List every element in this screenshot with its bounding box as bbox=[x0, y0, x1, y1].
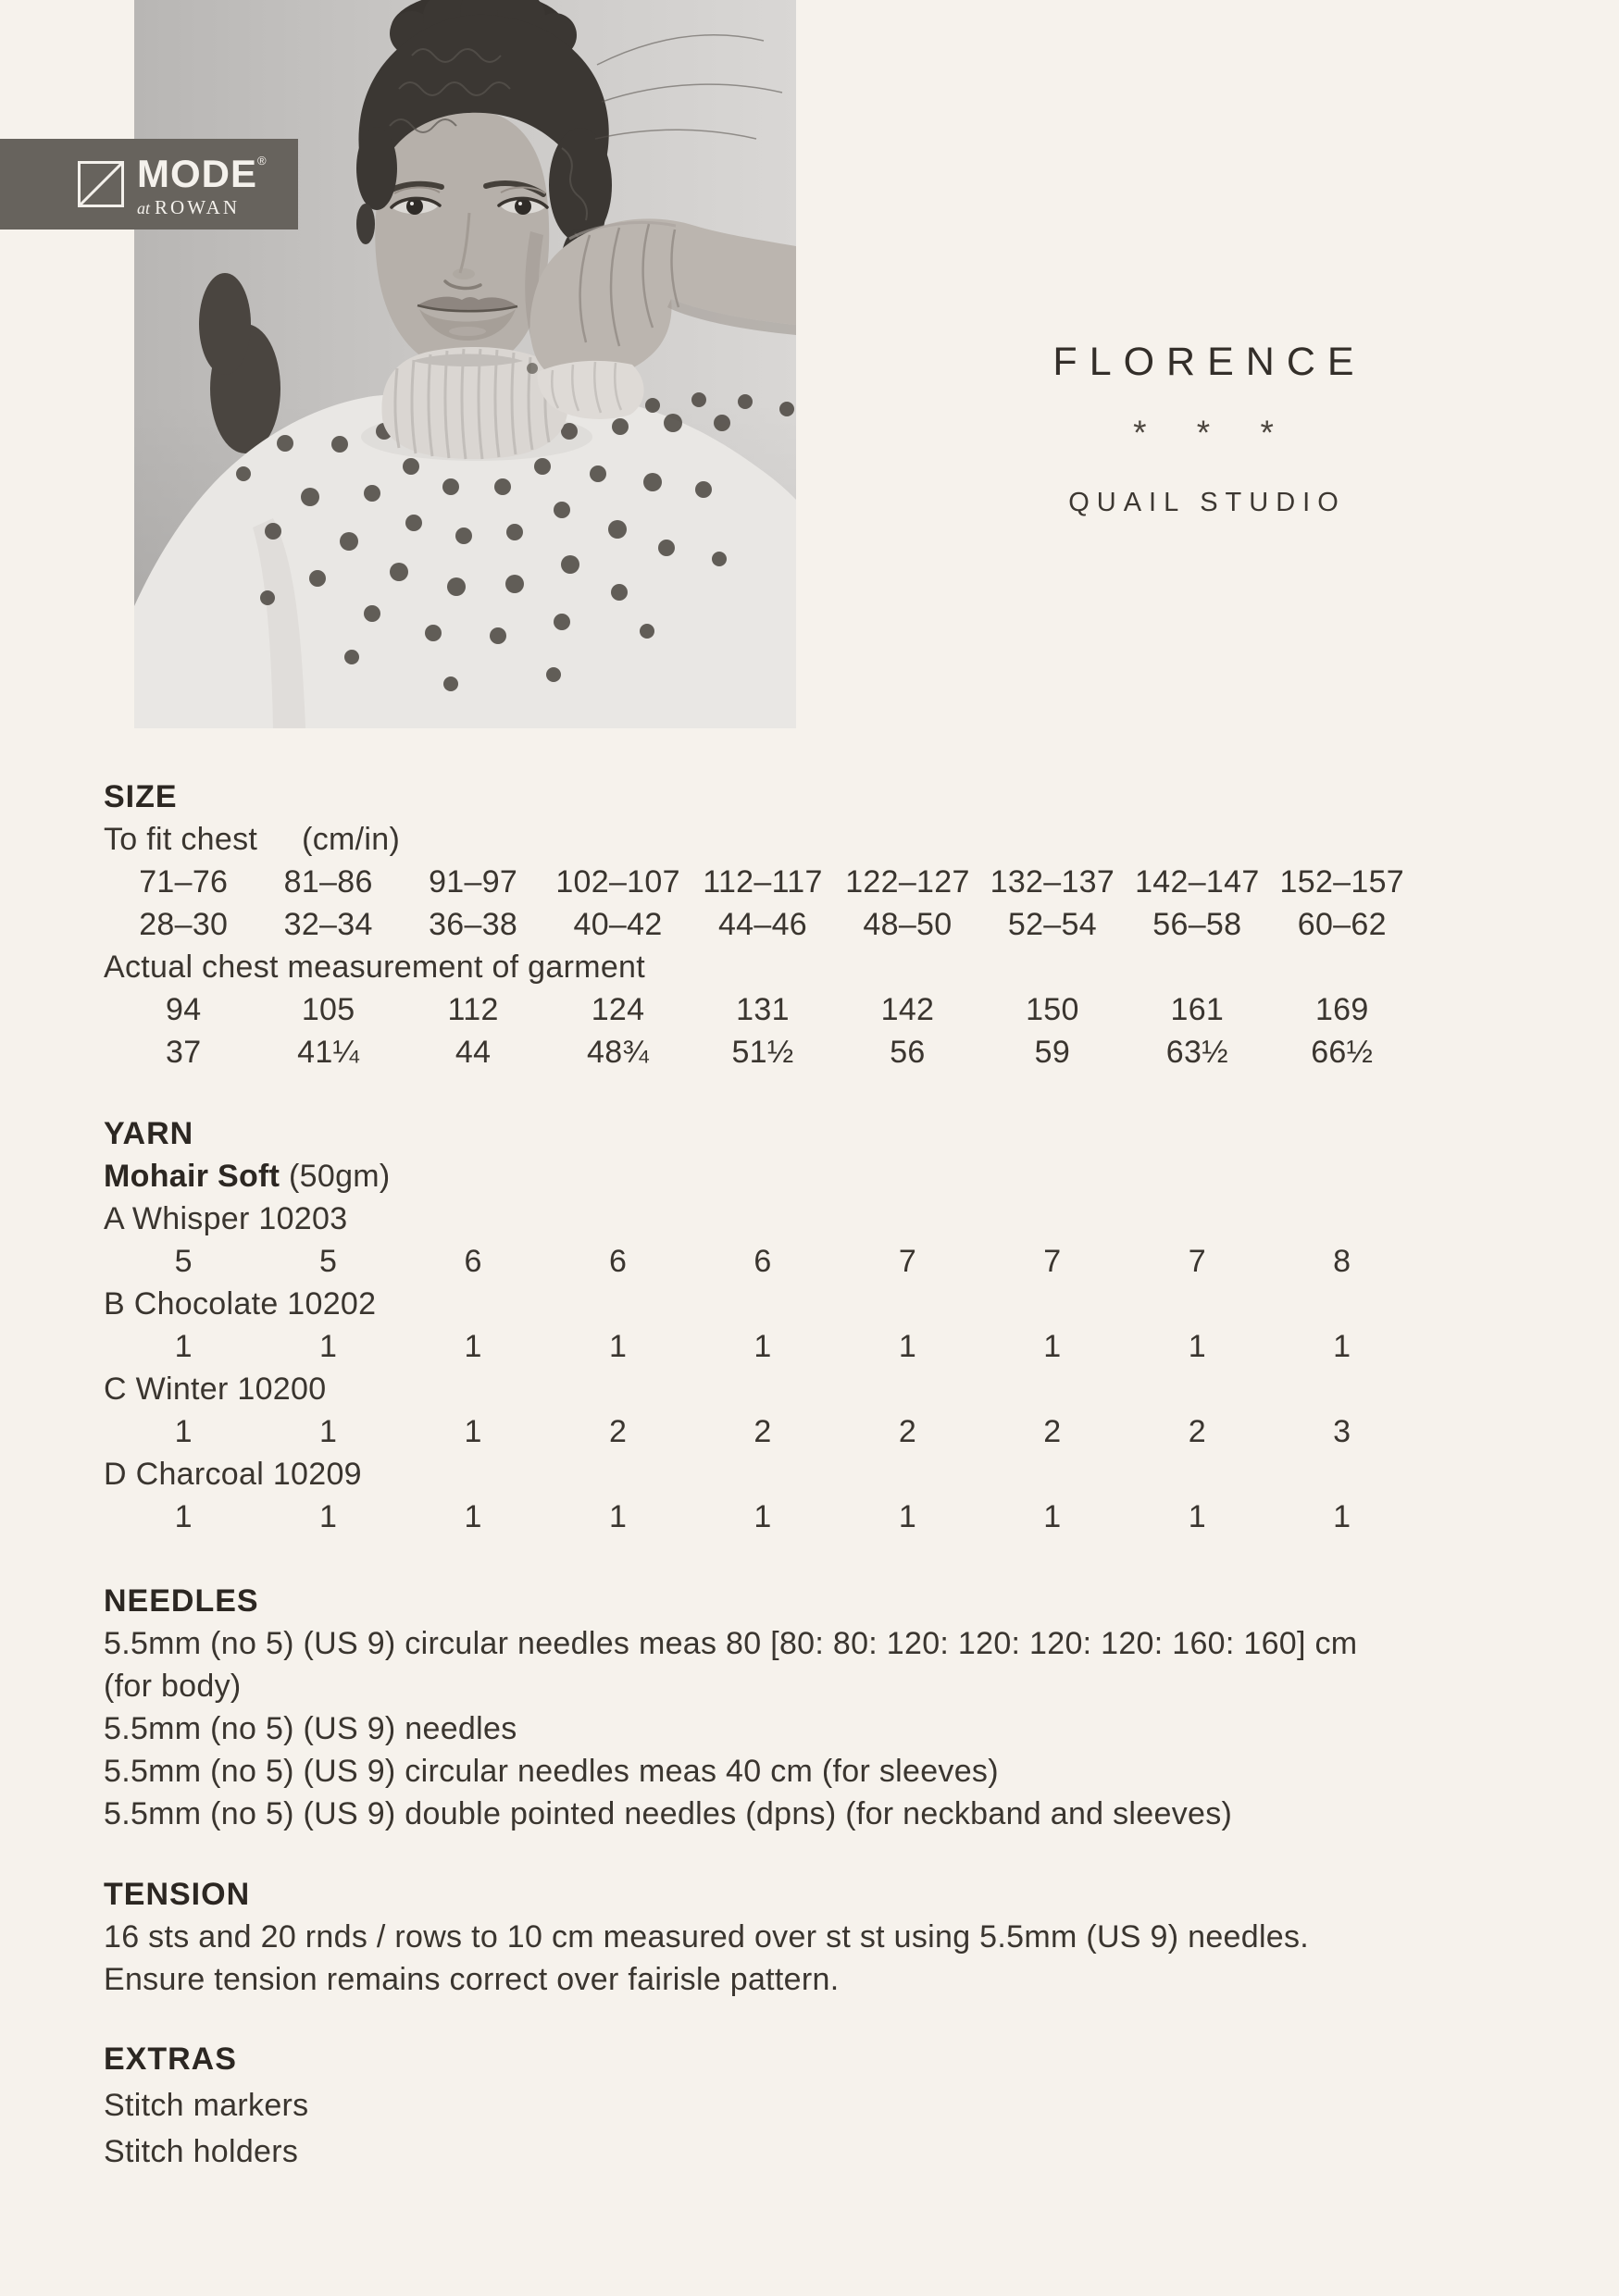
size-cell: 51½ bbox=[731, 1035, 794, 1070]
logo-rowan-text: at ROWAN bbox=[137, 196, 241, 218]
size-cell: 48¾ bbox=[587, 1035, 650, 1070]
size-actual-label: Actual chest measurement of garment bbox=[104, 949, 645, 985]
size-cell: 142 bbox=[880, 992, 935, 1027]
tension-line: 16 sts and 20 rnds / rows to 10 cm measured over st st using 5.5mm (US 9) needles. bbox=[104, 1919, 1310, 1955]
size-cell: 71–76 bbox=[139, 864, 229, 900]
yarn-cell: 1 bbox=[898, 1499, 917, 1534]
size-cell: 59 bbox=[1034, 1035, 1071, 1070]
yarn-cell: 1 bbox=[319, 1499, 338, 1534]
yarn-cell: 2 bbox=[898, 1414, 917, 1449]
extras-section bbox=[104, 2036, 1520, 2175]
yarn-cell: 1 bbox=[608, 1329, 628, 1364]
yarn-cell: 6 bbox=[753, 1244, 772, 1279]
needles-line: 5.5mm (no 5) (US 9) double pointed needles (dpns) (for neckband and sleeves) bbox=[104, 1796, 1233, 1831]
size-cell: 142–147 bbox=[1135, 864, 1260, 900]
size-cell: 152–157 bbox=[1279, 864, 1404, 900]
yarn-brand: Mohair Soft bbox=[104, 1159, 280, 1194]
yarn-color-label: D Charcoal 10209 bbox=[104, 1457, 362, 1492]
size-cell: 48–50 bbox=[863, 907, 953, 942]
yarn-cell: 2 bbox=[608, 1414, 628, 1449]
size-cell: 161 bbox=[1170, 992, 1225, 1027]
logo-wordmark bbox=[137, 152, 268, 219]
extras-heading: EXTRAS bbox=[104, 2042, 237, 2077]
size-cell: 105 bbox=[301, 992, 355, 1027]
yarn-cell: 6 bbox=[608, 1244, 628, 1279]
needles-heading: NEEDLES bbox=[104, 1583, 259, 1619]
extras-item: Stitch markers bbox=[104, 2088, 309, 2123]
size-actual-in-row bbox=[111, 1031, 1414, 1074]
size-to-fit-line bbox=[104, 818, 1520, 861]
tension-heading: TENSION bbox=[104, 1877, 251, 1912]
trademark-symbol: ® bbox=[257, 154, 268, 168]
yarn-color-label: B Chocolate 10202 bbox=[104, 1286, 377, 1322]
size-cell: 32–34 bbox=[283, 907, 373, 942]
size-cell: 131 bbox=[736, 992, 790, 1027]
size-actual-cm-row bbox=[111, 988, 1414, 1031]
yarn-cell: 1 bbox=[608, 1499, 628, 1534]
needles-section bbox=[104, 1580, 1520, 1835]
size-cell: 94 bbox=[166, 992, 202, 1027]
yarn-section bbox=[104, 1112, 1520, 1538]
needles-line: (for body) bbox=[104, 1669, 242, 1704]
yarn-cell: 1 bbox=[174, 1499, 193, 1534]
model-photo-illustration bbox=[134, 0, 796, 728]
size-cell: 44 bbox=[455, 1035, 492, 1070]
yarn-cell: 1 bbox=[464, 1329, 482, 1364]
size-cell: 112–117 bbox=[703, 864, 823, 900]
yarn-color-label: C Winter 10200 bbox=[104, 1371, 327, 1407]
yarn-cell: 1 bbox=[1333, 1329, 1351, 1364]
size-cell: 81–86 bbox=[283, 864, 373, 900]
size-cell: 102–107 bbox=[555, 864, 680, 900]
yarn-cell: 1 bbox=[753, 1499, 772, 1534]
size-cell: 60–62 bbox=[1297, 907, 1387, 942]
size-to-fit-cm-row bbox=[111, 861, 1414, 903]
size-cell: 132–137 bbox=[990, 864, 1115, 900]
size-cell: 124 bbox=[591, 992, 645, 1027]
yarn-cell: 1 bbox=[464, 1499, 482, 1534]
size-cell: 91–97 bbox=[429, 864, 518, 900]
yarn-cell: 7 bbox=[898, 1244, 917, 1279]
size-cell: 44–46 bbox=[717, 907, 808, 942]
size-unit-label: (cm/in) bbox=[302, 822, 401, 857]
size-cell: 36–38 bbox=[429, 907, 518, 942]
yarn-counts-row bbox=[111, 1410, 1414, 1453]
yarn-cell: 2 bbox=[1043, 1414, 1062, 1449]
model-photo bbox=[134, 0, 796, 728]
yarn-cell: 1 bbox=[464, 1414, 482, 1449]
size-cell: 56 bbox=[890, 1035, 926, 1070]
designer-name: QUAIL STUDIO bbox=[1068, 488, 1346, 518]
yarn-heading: YARN bbox=[104, 1116, 194, 1151]
extras-item: Stitch holders bbox=[104, 2134, 299, 2169]
mode-at-rowan-logo bbox=[0, 139, 298, 230]
yarn-cell: 1 bbox=[1188, 1499, 1206, 1534]
yarn-cell: 5 bbox=[174, 1244, 193, 1279]
size-cell: 52–54 bbox=[1007, 907, 1097, 942]
yarn-cell: 1 bbox=[753, 1329, 772, 1364]
yarn-cell: 1 bbox=[1188, 1329, 1206, 1364]
size-cell: 169 bbox=[1314, 992, 1369, 1027]
logo-square-icon bbox=[78, 161, 124, 207]
yarn-counts-row bbox=[111, 1325, 1414, 1368]
yarn-color-label: A Whisper 10203 bbox=[104, 1201, 348, 1236]
yarn-cell: 6 bbox=[464, 1244, 482, 1279]
yarn-cell: 1 bbox=[174, 1414, 193, 1449]
yarn-cell: 8 bbox=[1333, 1244, 1351, 1279]
size-cell: 28–30 bbox=[139, 907, 229, 942]
size-cell: 41¼ bbox=[297, 1035, 360, 1070]
yarn-cell: 2 bbox=[753, 1414, 772, 1449]
size-cell: 56–58 bbox=[1152, 907, 1242, 942]
tension-line: Ensure tension remains correct over fairisle pattern. bbox=[104, 1962, 840, 1997]
needles-line: 5.5mm (no 5) (US 9) circular needles meas 80 [80: 80: 120: 120: 120: 120: 160: 160] cm bbox=[104, 1626, 1358, 1661]
difficulty-stars: * * * bbox=[1133, 414, 1294, 453]
size-cell: 63½ bbox=[1165, 1035, 1228, 1070]
yarn-cell: 3 bbox=[1333, 1414, 1351, 1449]
yarn-cell: 2 bbox=[1188, 1414, 1206, 1449]
yarn-counts-row bbox=[111, 1496, 1414, 1538]
tension-section bbox=[104, 1873, 1520, 2001]
yarn-cell: 1 bbox=[319, 1414, 338, 1449]
yarn-cell: 1 bbox=[1043, 1329, 1062, 1364]
yarn-cell: 7 bbox=[1188, 1244, 1206, 1279]
size-section bbox=[104, 776, 1520, 1074]
yarn-cell: 1 bbox=[319, 1329, 338, 1364]
logo-mode-text: MODE® bbox=[137, 152, 268, 195]
yarn-cell: 5 bbox=[319, 1244, 338, 1279]
size-cell: 112 bbox=[447, 992, 499, 1027]
size-cell: 37 bbox=[166, 1035, 202, 1070]
needles-line: 5.5mm (no 5) (US 9) needles bbox=[104, 1711, 517, 1746]
yarn-cell: 1 bbox=[1333, 1499, 1351, 1534]
yarn-cell: 7 bbox=[1043, 1244, 1062, 1279]
title-block bbox=[815, 341, 1592, 518]
yarn-weight: (50gm) bbox=[289, 1159, 391, 1194]
size-to-fit-label: To fit chest bbox=[104, 822, 258, 857]
size-to-fit-in-row bbox=[111, 903, 1414, 946]
yarn-brand-line bbox=[104, 1155, 1520, 1198]
yarn-counts-row bbox=[111, 1240, 1414, 1283]
size-cell: 122–127 bbox=[845, 864, 970, 900]
size-heading: SIZE bbox=[104, 779, 178, 814]
size-cell: 150 bbox=[1026, 992, 1079, 1027]
yarn-cell: 1 bbox=[898, 1329, 917, 1364]
pattern-title: FLORENCE bbox=[1052, 340, 1366, 384]
needles-line: 5.5mm (no 5) (US 9) circular needles meas 40 cm (for sleeves) bbox=[104, 1754, 999, 1789]
size-cell: 40–42 bbox=[573, 907, 663, 942]
yarn-cell: 1 bbox=[1043, 1499, 1062, 1534]
yarn-cell: 1 bbox=[174, 1329, 193, 1364]
size-cell: 66½ bbox=[1311, 1035, 1374, 1070]
